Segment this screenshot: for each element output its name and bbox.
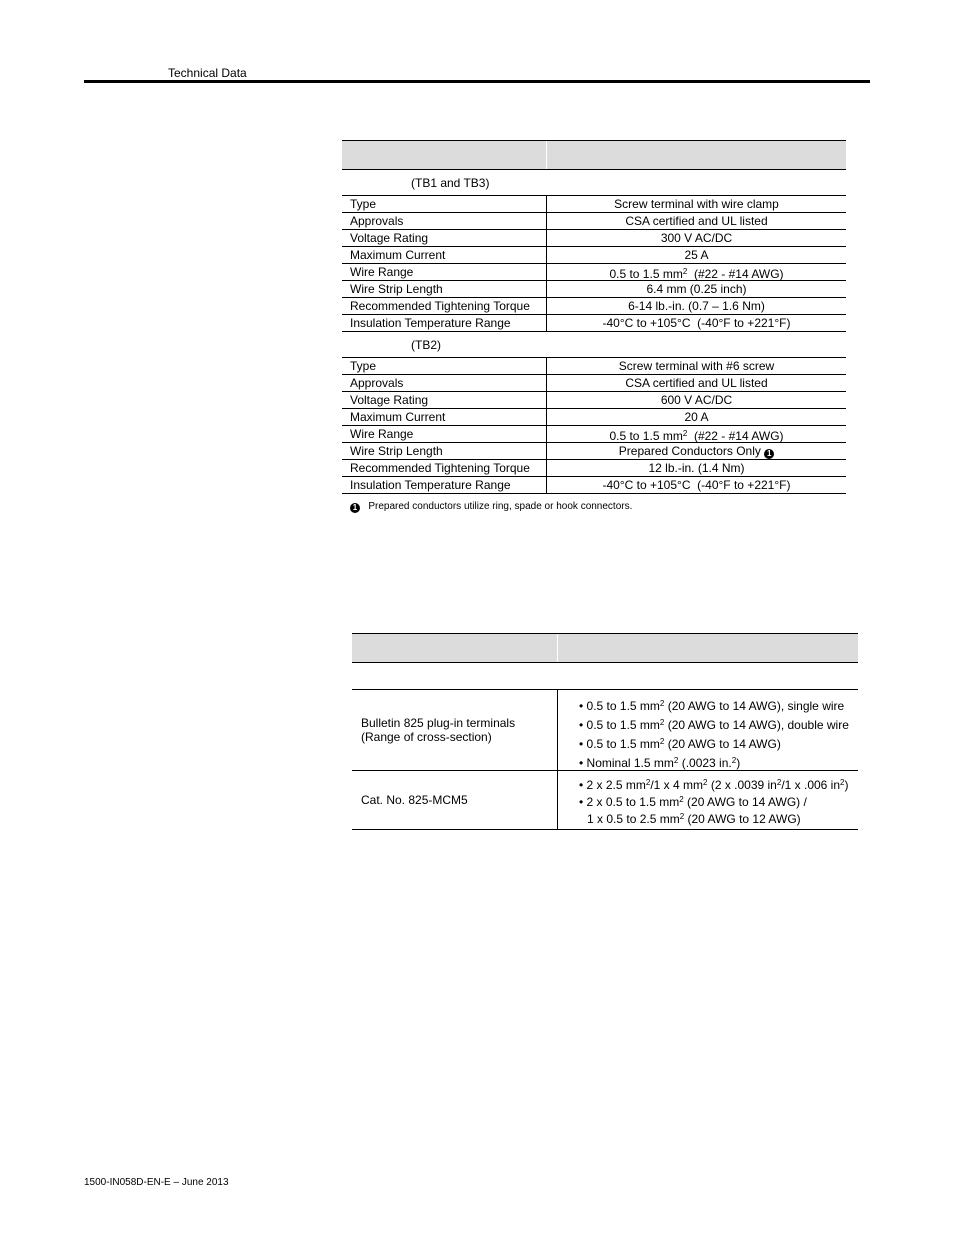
table-row: Recommended Tightening Torque 6-14 lb.-in. (0.7 – 1.6 Nm) (342, 298, 846, 315)
bullet-item: • Nominal 1.5 $mm^2$ (.0023 in.$^2$) (579, 756, 741, 770)
table-row (352, 771, 858, 830)
table-row: Approvals CSA certified and UL listed (342, 375, 846, 392)
bullet-item: • 2 x 2.5 $mm^2/1$ x 4 $mm^2$ (2 x .0039 $in^2/1$ x .006 $in^2$) (579, 778, 849, 792)
wire-range-table (352, 633, 858, 830)
header-cell (352, 634, 558, 662)
bullet-item: • 0.5 to 1.5 $mm^2$ (20 AWG to 14 AWG), double wire (579, 718, 849, 732)
bullet-item: • 0.5 to 1.5 $mm^2$ (20 AWG to 14 AWG) (579, 737, 781, 751)
section-title-tb2: (TB2) (342, 332, 846, 358)
table-row: Voltage Rating 300 V AC/DC (342, 230, 846, 247)
table-row: Type Screw terminal with wire clamp (342, 196, 846, 213)
bullet-item: 1 x 0.5 to 2.5 $mm^2$ (20 AWG to 12 AWG) (587, 812, 801, 826)
table-row: Wire Range 0.5 to 1.5 $mm^2$ (#22 - #14 AWG) (342, 264, 846, 281)
table-row: Insulation Temperature Range -40°C to +105°C (-40°F to +221°F) (342, 315, 846, 332)
table-row: Wire Strip Length 6.4 mm (0.25 inch) (342, 281, 846, 298)
table-header (342, 140, 846, 170)
table-footnote: 1 Prepared conductors utilize ring, spade or hook connectors. (342, 501, 846, 513)
table-row: Wire Strip Length Prepared Conductors Only 1 (342, 443, 846, 460)
table-row: Approvals CSA certified and UL listed (342, 213, 846, 230)
row-values (558, 771, 858, 829)
bullet-item: • 2 x 0.5 to 1.5 $mm^2$ (20 AWG to 14 AWG) / (579, 795, 807, 809)
running-header: Technical Data (168, 66, 247, 80)
header-rule (84, 80, 870, 83)
table-header (352, 633, 858, 663)
table-row: Maximum Current 25 A (342, 247, 846, 264)
table-row (352, 690, 858, 771)
header-cell (342, 141, 547, 169)
table-row: Insulation Temperature Range -40°C to +105°C (-40°F to +221°F) (342, 477, 846, 494)
bullet-item: • 0.5 to 1.5 $mm^2$ (20 AWG to 14 AWG), single wire (579, 699, 845, 713)
row-values (558, 690, 858, 770)
footnote-marker-icon: 1 (764, 449, 774, 459)
table-row: Recommended Tightening Torque 12 lb.-in. (1.4 Nm) (342, 460, 846, 477)
section-title-tb1-tb3: (TB1 and TB3) (342, 170, 846, 196)
table-spacer-row (352, 663, 858, 690)
table-row: Wire Range 0.5 to 1.5 $mm^2$ (#22 - #14 AWG) (342, 426, 846, 443)
row-label: Cat. No. 825-MCM5 (352, 771, 558, 829)
row-label: Bulletin 825 plug-in terminals (Range of cross-section) (352, 690, 558, 770)
page-footer: 1500-IN058D-EN-E – June 2013 (84, 1177, 229, 1188)
footnote-marker-icon: 1 (350, 503, 360, 513)
terminal-block-specs-table (342, 140, 846, 513)
table-row: Voltage Rating 600 V AC/DC (342, 392, 846, 409)
table-row: Maximum Current 20 A (342, 409, 846, 426)
table-row: Type Screw terminal with #6 screw (342, 358, 846, 375)
